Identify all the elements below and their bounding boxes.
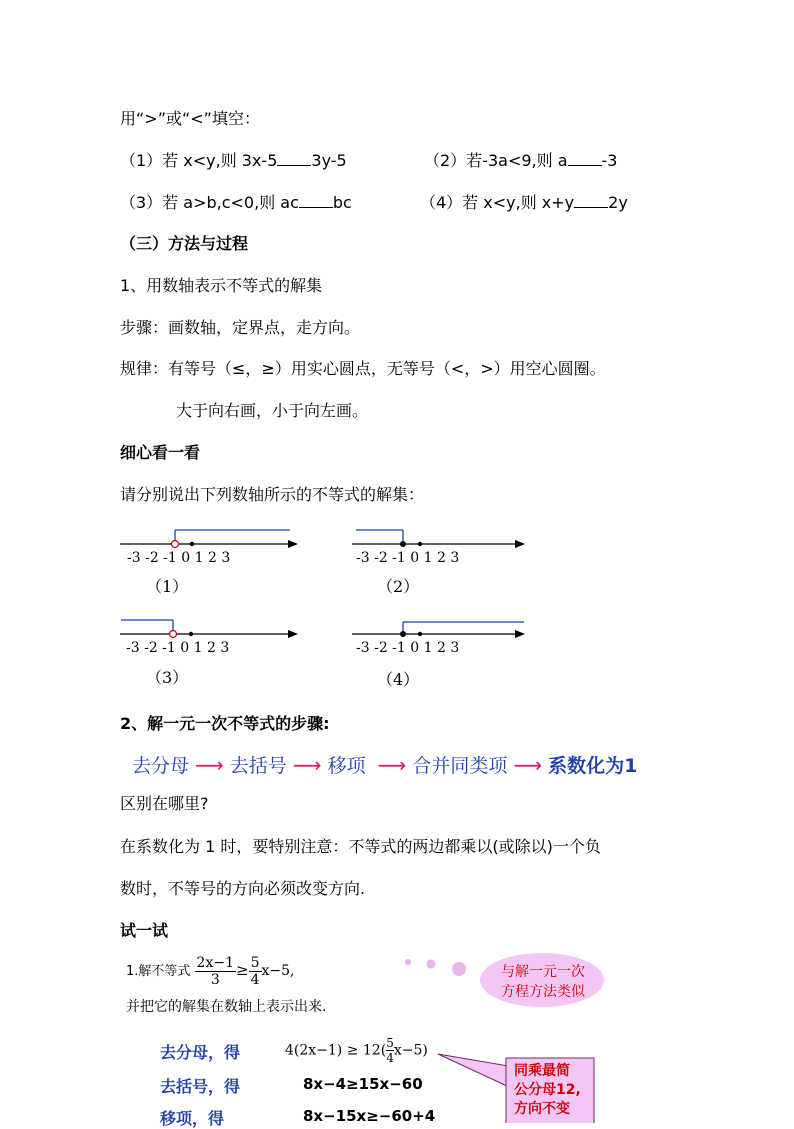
number-line-ticks: -3 -2 -1 0 1 2 3: [127, 550, 231, 566]
problem-line-1: 1.解不等式 $\frac{2x-1}{3}$ ≥ $\frac{5}{4}$ x−5,: [126, 955, 295, 988]
note-line-2: 数时，不等号的方向必须改变方向.: [120, 879, 366, 898]
caption-4: （4）: [377, 670, 420, 689]
flow-step-2: 去括号: [229, 755, 287, 777]
exercise-1-text: （1）若 x<y,则 3x-5: [120, 151, 278, 170]
rule-text-2: 大于向右画，小于向左画。: [176, 401, 369, 420]
problem-rhs: x−5,: [261, 963, 295, 979]
number-line-1: [118, 522, 303, 570]
caption-2: （2）: [377, 577, 420, 596]
number-line-3: [118, 612, 303, 660]
exercise-1: [120, 148, 347, 171]
open-circle-icon: [170, 631, 177, 638]
solution-step-2-expr: 8x−4≥15x−60: [303, 1075, 423, 1093]
solution-step-3-expr: 8x−15x≥−60+4: [303, 1107, 436, 1125]
number-line-4: [350, 612, 535, 660]
look-title: 细心看一看: [120, 443, 201, 462]
exercise-2-tail: -3: [601, 151, 618, 170]
blank-1[interactable]: [277, 151, 311, 166]
flow-step-1: 去分母: [132, 755, 190, 777]
subsection-2-title: 2、解一元一次不等式的步骤:: [120, 714, 330, 733]
try-title: 试一试: [120, 921, 169, 940]
number-line-ticks: -3 -2 -1 0 1 2 3: [126, 640, 230, 656]
steps-text: 步骤：画数轴，定界点，走方向。: [120, 318, 361, 337]
exercise-4-text: （4）若 x<y,则 x+y: [420, 193, 575, 212]
number-line-2: [350, 522, 535, 570]
open-circle-icon: [172, 541, 179, 548]
solution-step-label: 去括号，得: [160, 1077, 241, 1096]
bubble-2-line-3: 方向不变: [514, 1101, 570, 1117]
number-line-ticks: -3 -2 -1 0 1 2 3: [356, 550, 460, 566]
bubble-1-line-1: 与解一元一次: [501, 964, 585, 980]
note-line-1: 在系数化为 1 时，要特别注意：不等式的两边都乘以(或除以)一个负: [120, 837, 601, 856]
bubble-2-line-2: 公分母12,: [514, 1082, 581, 1098]
solution-step-3: [160, 1106, 224, 1129]
bubble-1-text: [500, 962, 586, 1002]
exercise-2-text: （2）若-3a<9,则 a: [424, 151, 568, 170]
fraction-rhs: $\frac{5}{4}$: [250, 955, 260, 988]
exercise-1-tail: 3y-5: [311, 151, 347, 170]
look-prompt: 请分别说出下列数轴所示的不等式的解集：: [120, 485, 425, 504]
problem-line-2: 并把它的解集在数轴上表示出来.: [126, 999, 327, 1015]
solid-dot-icon: [400, 541, 406, 547]
exercise-2: [424, 148, 617, 171]
blank-3[interactable]: [299, 193, 333, 208]
difference-question: 区别在哪里?: [120, 794, 209, 813]
section-title: （三）方法与过程: [120, 234, 249, 253]
blank-2[interactable]: [568, 151, 602, 166]
blank-4[interactable]: [574, 193, 608, 208]
steps-flow: [132, 751, 637, 778]
problem-prefix: 1.解不等式: [126, 964, 191, 979]
fraction-lhs: $\frac{2x-1}{3}$: [196, 955, 234, 988]
bubble-2-text: [514, 1062, 581, 1119]
exercise-3-text: （3）若 a>b,c<0,则 ac: [120, 193, 299, 212]
flow-step-3: 移项: [327, 755, 366, 777]
exercise-3: [120, 190, 352, 213]
caption-3: （3）: [146, 668, 189, 687]
solution-step-2: [160, 1074, 240, 1097]
subsection-1-title: 1、用数轴表示不等式的解集: [120, 276, 323, 295]
number-line-ticks: -3 -2 -1 0 1 2 3: [356, 640, 460, 656]
exercise-3-tail: bc: [332, 193, 352, 212]
arrow-right-icon: ⟶: [513, 753, 543, 777]
arrow-right-icon: ⟶: [195, 753, 224, 777]
solution-step-label: 移项，得: [160, 1109, 225, 1128]
exercise-4-tail: 2y: [608, 193, 628, 212]
solution-step-1: [160, 1040, 240, 1063]
rule-text-1: 规律：有等号（≤，≥）用实心圆点，无等号（<，>）用空心圆圈。: [120, 359, 606, 378]
flow-step-4: 合并同类项: [412, 755, 508, 777]
intro-text: 用“>”或“<”填空：: [120, 109, 260, 128]
bubble-2-line-1: 同乘最简: [514, 1063, 570, 1079]
arrow-right-icon: ⟶: [377, 753, 407, 777]
exercise-4: [420, 190, 628, 213]
solution-step-label: 去分母，得: [160, 1043, 241, 1062]
solution-step-1-expr: 4(2x−1) ≥ 12( $\frac{5}{4}$ x−5): [285, 1036, 428, 1065]
arrow-right-icon: ⟶: [292, 753, 322, 777]
bubble-1-line-2: 方程方法类似: [501, 984, 585, 1000]
flow-step-5: 系数化为1: [548, 755, 638, 777]
caption-1: （1）: [146, 577, 189, 596]
solid-dot-icon: [400, 631, 406, 637]
